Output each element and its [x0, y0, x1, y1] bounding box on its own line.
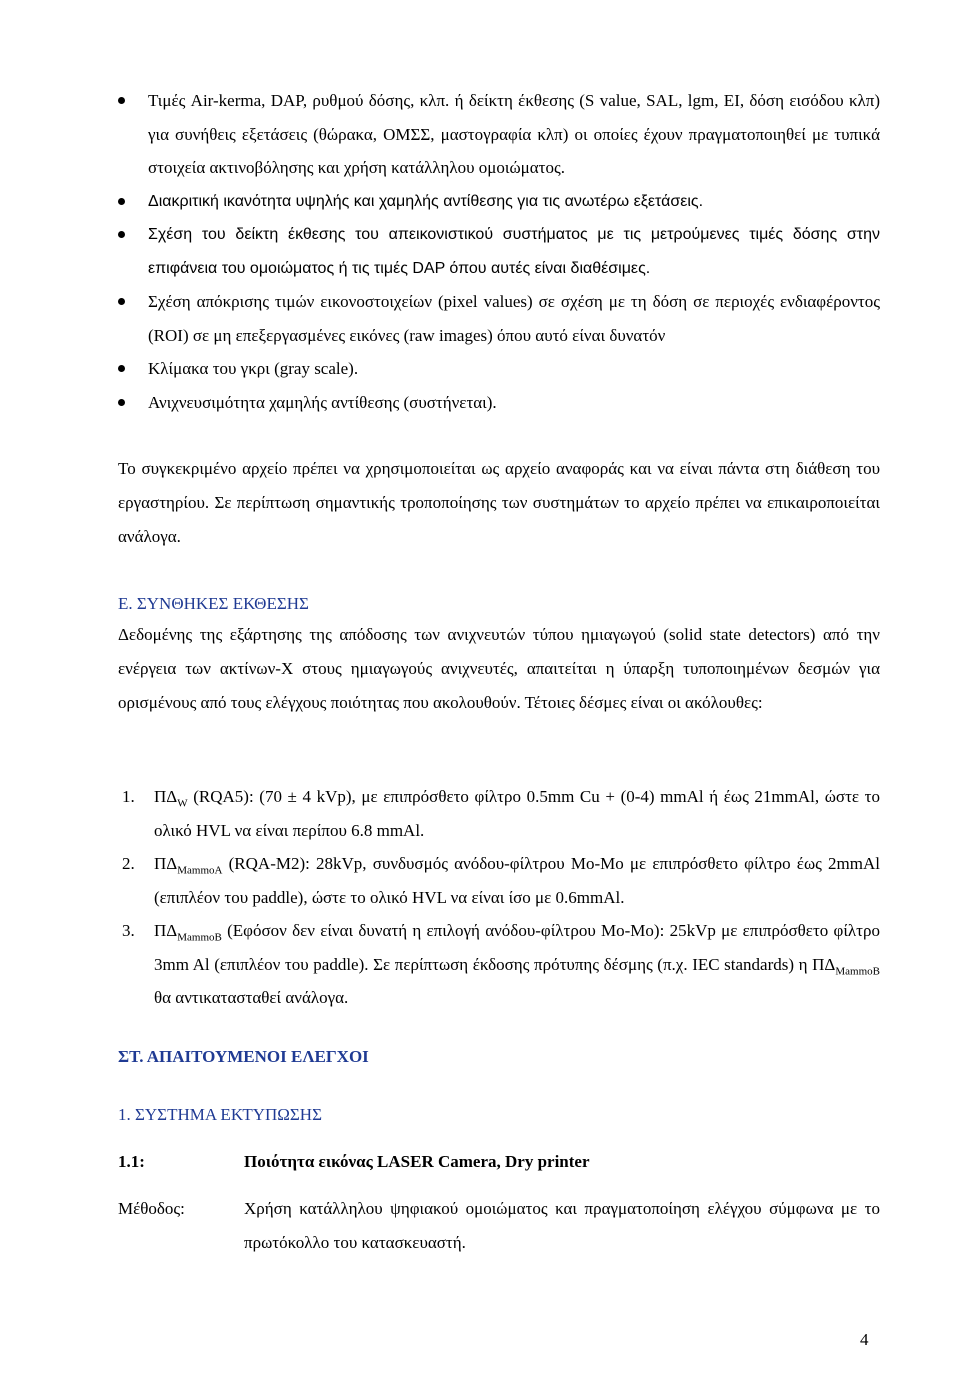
bullet-icon — [118, 298, 125, 305]
item-title: Ποιότητα εικόνας LASER Camera, Dry printer — [244, 1152, 590, 1171]
method-text: Χρήση κατάλληλου ψηφιακού ομοιώματος και πραγματοποίηση ελέγχου σύμφωνα με το πρωτόκολλο του κατασκευαστή. — [244, 1199, 880, 1252]
list-item: Σχέση του δείκτη έκθεσης του απεικονιστικού συστήματος με τις μετρούμενες τιμές δόσης στην επιφάνεια του ομοιώματος ή τις τιμές DAP όπου αυτές είναι διαθέσιμες. — [118, 218, 880, 285]
list-item: 2. $\Pi\Delta_{MammoA}$ (RQA-M2): 28kVp, συνδυσμός ανόδου-φίλτρου Mo-Mo με επιπρόσθετο φίλτρο έως 2mmAl (επιπλέον του paddle), ώστε το ολικό HVL να είναι ίσο με 0.6mmAl. — [122, 854, 880, 907]
bullet-icon — [118, 365, 125, 372]
beam-list — [118, 780, 880, 1015]
section-st-heading: ΣΤ. ΑΠΑΙΤΟΥΜΕΝΟΙ ΕΛΕΓΧΟΙ — [118, 1047, 369, 1066]
section-e-paragraph: Δεδομένης της εξάρτησης της απόδοσης των ανιχνευτών τύπου ημιαγωγού (solid state detectors) από την ενέργεια των ακτίνων-Χ στους ημιαγωγούς ανιχνευτές, απαιτείται η ύπαρξη τυποποιημένων δεσμών για ορισμένους από τους ελέγχους ποιότητας που ακολουθούν. Τέτοιες δέσμες είναι οι ακόλουθες: — [118, 625, 880, 712]
list-item: 1. $\Pi\Delta_W$ (RQA5): (70 ± 4 kVp), με επιπρόσθετο φίλτρο 0.5mm Cu + (0-4) mmAl ή έως 21mmAl, ώστε το ολικό HVL να είναι περίπου 6.8 mmAl. — [122, 787, 880, 840]
bullet-icon — [118, 399, 125, 406]
bullet-list — [118, 84, 880, 419]
list-item: 3. $\Pi\Delta_{MammoB}$ (Εφόσον δεν είναι δυνατή η επιλογή ανόδου-φίλτρου Mo-Mo): 25kVp με επιπρόσθετο φίλτρο 3mm Al (επιπλέον του paddle). Σε περίπτωση έκδοσης πρότυπης δέσμης (π.χ. IEC standards) η $\Pi\Delta_{MammoB}$ θα αντικατασταθεί ανάλογα. — [122, 921, 880, 1007]
list-item: Διακριτική ικανότητα υψηλής και χαμηλής αντίθεσης για τις ανωτέρω εξετάσεις. — [118, 185, 880, 219]
page-number: 4 — [860, 1330, 869, 1349]
list-item: Σχέση απόκρισης τιμών εικονοστοιχείων (pixel values) σε σχέση με τη δόση σε περιοχές ενδιαφέροντος (ROI) σε μη επεξεργασμένες εικόνες (raw images) όπου αυτό είναι δυνατόν — [118, 285, 880, 352]
bullet-icon — [118, 198, 125, 205]
bullet-icon — [118, 231, 125, 238]
list-item: Τιμές Air-kerma, DAP, ρυθμού δόσης, κλπ. ή δείκτη έκθεσης (S value, SAL, lgm, EI, δόση εισόδου κλπ) για συνήθεις εξετάσεις (θώρακα, ΟΜΣΣ, μαστογραφία κλπ) οι οποίες έχουν πραγματοποιηθεί με τυπικά στοιχεία ακτινοβόλησης και χρήση κατάλληλου ομοιώματος. — [118, 84, 880, 185]
list-item: Κλίμακα του γκρι (gray scale). — [118, 352, 880, 386]
archive-paragraph: Το συγκεκριμένο αρχείο πρέπει να χρησιμοποιείται ως αρχείο αναφοράς και να είναι πάντα στη διάθεση του εργαστηρίου. Σε περίπτωση σημαντικής τροποποίησης των συστημάτων το αρχείο πρέπει να επικαιροποιείται ανάλογα. — [118, 459, 880, 546]
subsection-1-heading: 1. ΣΥΣΤΗΜΑ ΕΚΤΥΠΩΣΗΣ — [118, 1105, 322, 1124]
item-label: 1.1: — [118, 1152, 145, 1171]
bullet-icon — [118, 97, 125, 104]
list-item: Ανιχνευσιμότητα χαμηλής αντίθεσης (συστήνεται). — [118, 386, 880, 420]
section-e-heading: Ε. ΣΥΝΘΗΚΕΣ ΕΚΘΕΣΗΣ — [118, 594, 309, 613]
method-label: Μέθοδος: — [118, 1199, 185, 1218]
